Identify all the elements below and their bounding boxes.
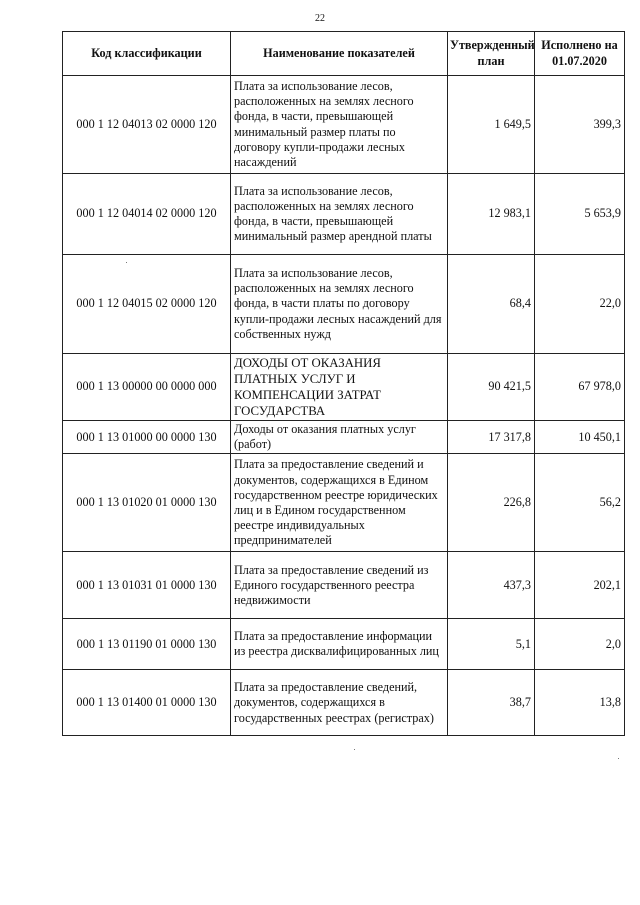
scan-speck (126, 262, 127, 263)
table-header-row (63, 32, 625, 76)
table-row (63, 174, 625, 255)
row-plan: 68,4 (448, 255, 535, 354)
row-code: 000 1 13 01400 01 0000 130 (63, 670, 231, 736)
row-name: Плата за предоставление сведений и документов, содержащихся в Едином государственном реестре юридических лиц и в Едином государственном реестре индивидуальных предпринимателей (231, 454, 448, 552)
row-code: 000 1 12 04014 02 0000 120 (63, 174, 231, 255)
row-executed: 2,0 (535, 619, 625, 670)
row-name: Плата за использование лесов, расположенных на землях лесного фонда, в части, превышающей минимальный размер платы по договору купли-продажи лесных насаждений (231, 76, 448, 174)
row-name: Плата за использование лесов, расположенных на землях лесного фонда, в части платы по договору купли-продажи лесных насаждений для собственных нужд (231, 255, 448, 354)
row-executed: 5 653,9 (535, 174, 625, 255)
table-row (63, 670, 625, 736)
row-plan: 17 317,8 (448, 421, 535, 454)
row-name: Доходы от оказания платных услуг (работ) (231, 421, 448, 454)
row-code: 000 1 13 00000 00 0000 000 (63, 354, 231, 421)
row-executed: 56,2 (535, 454, 625, 552)
row-name: Плата за предоставление сведений, документов, содержащихся в государственных реестрах (регистрах) (231, 670, 448, 736)
row-name: ДОХОДЫ ОТ ОКАЗАНИЯ ПЛАТНЫХ УСЛУГ И КОМПЕНСАЦИИ ЗАТРАТ ГОСУДАРСТВА (231, 354, 448, 421)
row-name: Плата за предоставление информации из реестра дисквалифицированных лиц (231, 619, 448, 670)
row-code: 000 1 12 04015 02 0000 120 (63, 255, 231, 354)
row-plan: 226,8 (448, 454, 535, 552)
row-executed: 13,8 (535, 670, 625, 736)
row-code: 000 1 13 01190 01 0000 130 (63, 619, 231, 670)
row-plan: 437,3 (448, 552, 535, 619)
table-row (63, 76, 625, 174)
row-code: 000 1 12 04013 02 0000 120 (63, 76, 231, 174)
header-plan: Утвержденный план (448, 32, 535, 76)
table-row (63, 354, 625, 421)
header-name: Наименование показателей (231, 32, 448, 76)
row-executed: 10 450,1 (535, 421, 625, 454)
table-row (63, 454, 625, 552)
scan-speck (354, 749, 355, 750)
row-code: 000 1 13 01020 01 0000 130 (63, 454, 231, 552)
revenue-table (62, 31, 625, 736)
row-executed: 67 978,0 (535, 354, 625, 421)
row-name: Плата за использование лесов, расположенных на землях лесного фонда, в части, превышающей минимальный размер арендной платы (231, 174, 448, 255)
page-number: 22 (315, 13, 325, 24)
row-plan: 12 983,1 (448, 174, 535, 255)
row-code: 000 1 13 01000 00 0000 130 (63, 421, 231, 454)
table-row (63, 552, 625, 619)
row-plan: 1 649,5 (448, 76, 535, 174)
scan-speck (618, 758, 619, 759)
row-executed: 22,0 (535, 255, 625, 354)
row-plan: 38,7 (448, 670, 535, 736)
row-executed: 202,1 (535, 552, 625, 619)
row-plan: 90 421,5 (448, 354, 535, 421)
header-code: Код классификации (63, 32, 231, 76)
table-row (63, 255, 625, 354)
table-row (63, 619, 625, 670)
row-executed: 399,3 (535, 76, 625, 174)
row-plan: 5,1 (448, 619, 535, 670)
row-code: 000 1 13 01031 01 0000 130 (63, 552, 231, 619)
header-executed: Исполнено на 01.07.2020 (535, 32, 625, 76)
table-row (63, 421, 625, 454)
row-name: Плата за предоставление сведений из Единого государственного реестра недвижимости (231, 552, 448, 619)
